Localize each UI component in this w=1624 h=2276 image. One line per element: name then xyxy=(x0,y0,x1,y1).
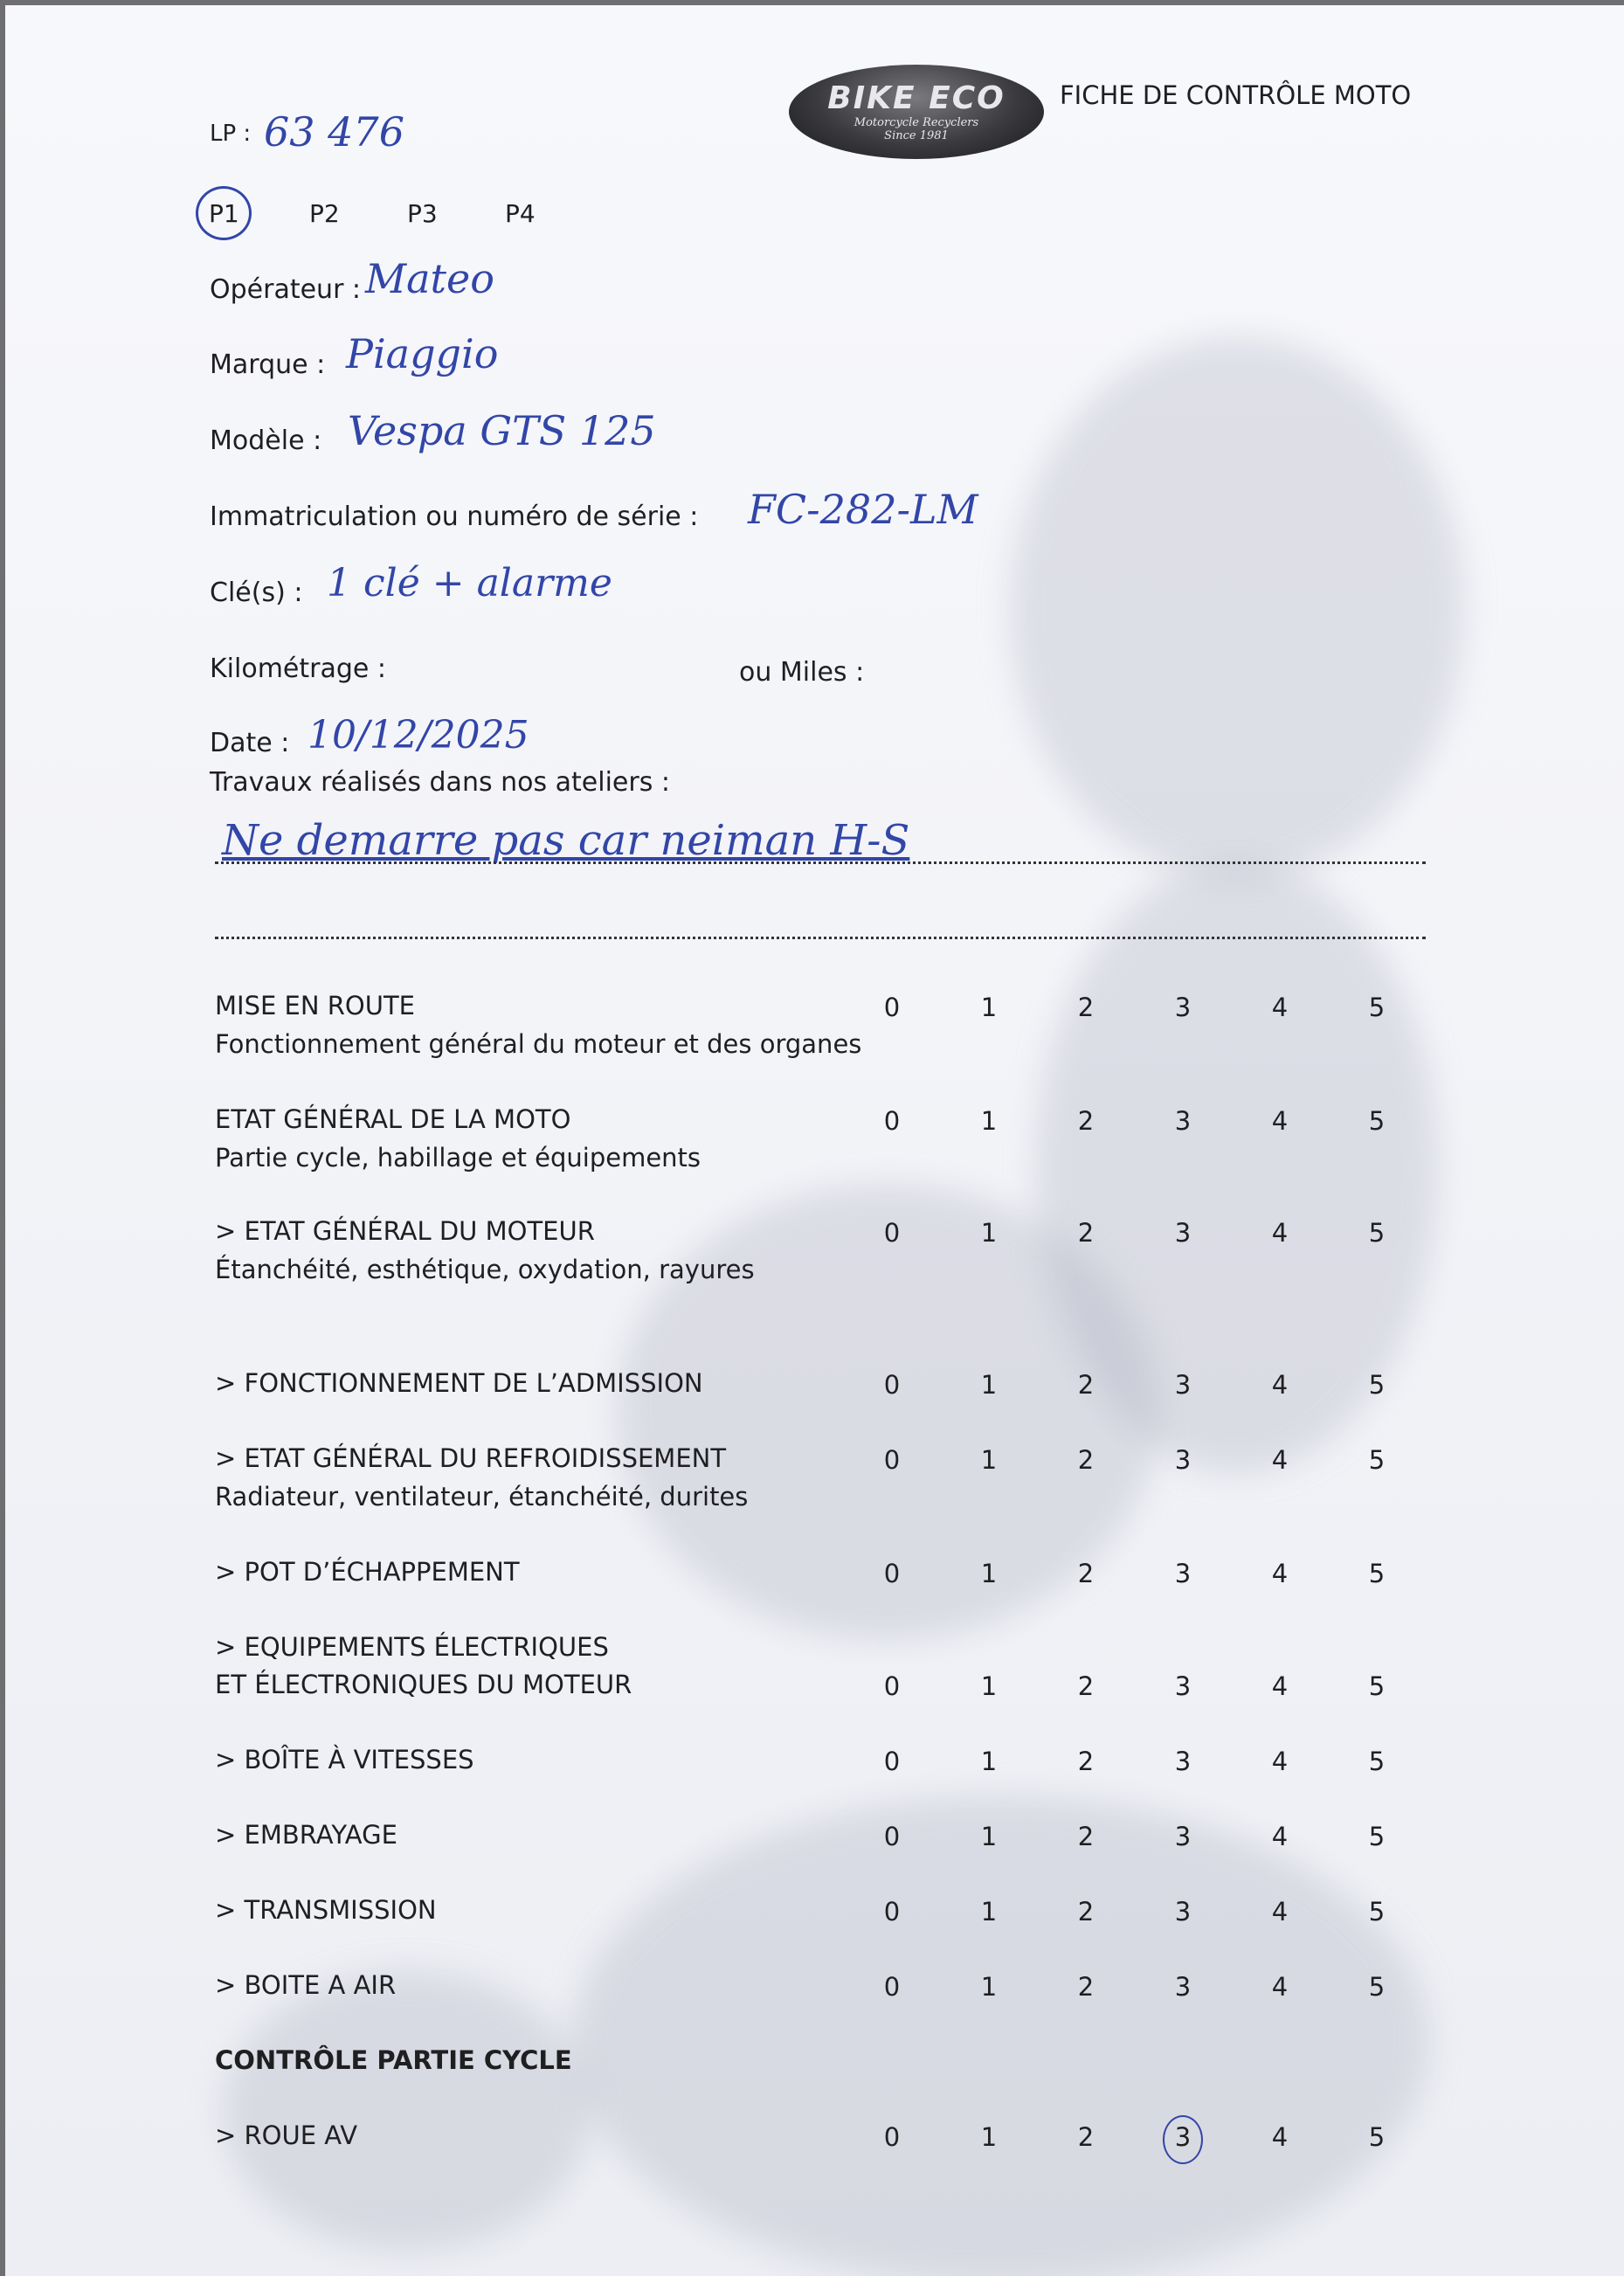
score-2[interactable]: 2 xyxy=(1077,1218,1095,1248)
item-title: > ETAT GÉNÉRAL DU REFROIDISSEMENT xyxy=(215,1443,727,1473)
score-0[interactable]: 0 xyxy=(883,1897,901,1927)
operator-label: Opérateur : xyxy=(210,274,362,305)
item-title: > BOÎTE À VITESSES xyxy=(215,1745,474,1774)
date-value[interactable]: 10/12/2025 xyxy=(308,713,529,758)
score-3[interactable]: 3 xyxy=(1174,1370,1192,1400)
keys-value[interactable]: 1 clé + alarme xyxy=(327,561,612,605)
score-5[interactable]: 5 xyxy=(1368,1747,1386,1776)
operator-value[interactable]: Mateo xyxy=(365,255,494,302)
score-3[interactable]: 3 xyxy=(1174,1747,1192,1776)
item-title: MISE EN ROUTE xyxy=(215,991,415,1020)
score-0[interactable]: 0 xyxy=(883,1559,901,1588)
keys-label: Clé(s) : xyxy=(210,578,303,608)
score-row xyxy=(870,993,1429,1027)
registration-label: Immatriculation ou numéro de série : xyxy=(210,502,699,532)
score-0[interactable]: 0 xyxy=(883,1218,901,1248)
score-0[interactable]: 0 xyxy=(883,1747,901,1776)
score-5[interactable]: 5 xyxy=(1368,1897,1386,1927)
score-row xyxy=(870,1559,1429,1594)
score-4[interactable]: 4 xyxy=(1271,1747,1289,1776)
item-title: > FONCTIONNEMENT DE L’ADMISSION xyxy=(215,1368,703,1398)
score-row xyxy=(870,1218,1429,1253)
score-1[interactable]: 1 xyxy=(980,1897,998,1927)
score-row xyxy=(870,2122,1429,2157)
section-title: CONTRÔLE PARTIE CYCLE xyxy=(215,2045,572,2075)
score-3[interactable]: 3 xyxy=(1174,1445,1192,1475)
score-5[interactable]: 5 xyxy=(1368,1671,1386,1701)
item-title: > ROUE AV xyxy=(215,2120,358,2150)
score-4[interactable]: 4 xyxy=(1271,2122,1289,2152)
score-5[interactable]: 5 xyxy=(1368,1822,1386,1851)
score-2[interactable]: 2 xyxy=(1077,1671,1095,1701)
score-4[interactable]: 4 xyxy=(1271,1972,1289,2002)
score-1[interactable]: 1 xyxy=(980,1671,998,1701)
score-4[interactable]: 4 xyxy=(1271,1559,1289,1588)
score-2[interactable]: 2 xyxy=(1077,1445,1095,1475)
miles-label: ou Miles : xyxy=(739,657,865,688)
logo-text: BIKE ECO xyxy=(827,80,1005,116)
item-subtitle: Radiateur, ventilateur, étanchéité, durites xyxy=(215,1482,749,1512)
position-p3[interactable]: P3 xyxy=(407,199,438,228)
score-3[interactable]: 3 xyxy=(1174,1218,1192,1248)
score-4[interactable]: 4 xyxy=(1271,993,1289,1022)
score-1[interactable]: 1 xyxy=(980,1559,998,1588)
date-label: Date : xyxy=(210,728,290,758)
item-title: > EMBRAYAGE xyxy=(215,1820,397,1850)
item-title: > TRANSMISSION xyxy=(215,1895,437,1925)
lp-value[interactable]: 63 476 xyxy=(264,108,404,156)
score-4[interactable]: 4 xyxy=(1271,1218,1289,1248)
score-5[interactable]: 5 xyxy=(1368,2122,1386,2152)
score-5[interactable]: 5 xyxy=(1368,1370,1386,1400)
score-2[interactable]: 2 xyxy=(1077,1559,1095,1588)
score-4[interactable]: 4 xyxy=(1271,1106,1289,1136)
item-title: > ETAT GÉNÉRAL DU MOTEUR xyxy=(215,1216,595,1246)
mileage-label: Kilométrage : xyxy=(210,654,387,684)
score-3[interactable]: 3 xyxy=(1174,1897,1192,1927)
score-4[interactable]: 4 xyxy=(1271,1445,1289,1475)
score-0[interactable]: 0 xyxy=(883,1822,901,1851)
document-title: FICHE DE CONTRÔLE MOTO xyxy=(1060,80,1412,110)
item-title: > EQUIPEMENTS ÉLECTRIQUES xyxy=(215,1632,609,1662)
score-row xyxy=(870,1822,1429,1857)
score-row xyxy=(870,1445,1429,1480)
score-2[interactable]: 2 xyxy=(1077,993,1095,1022)
score-5[interactable]: 5 xyxy=(1368,1218,1386,1248)
score-2[interactable]: 2 xyxy=(1077,1747,1095,1776)
works-label: Travaux réalisés dans nos ateliers : xyxy=(210,767,670,798)
registration-value[interactable]: FC-282-LM xyxy=(748,486,978,533)
score-0[interactable]: 0 xyxy=(883,2122,901,2152)
score-2[interactable]: 2 xyxy=(1077,1370,1095,1400)
position-p1[interactable]: P1 xyxy=(209,199,239,228)
item-subtitle: Étanchéité, esthétique, oxydation, rayures xyxy=(215,1255,755,1284)
position-p4[interactable]: P4 xyxy=(505,199,536,228)
works-dotted-line-2 xyxy=(215,937,1426,939)
score-1[interactable]: 1 xyxy=(980,1822,998,1851)
score-row xyxy=(870,1671,1429,1706)
score-row xyxy=(870,1972,1429,2007)
score-3[interactable]: 3 xyxy=(1174,1822,1192,1851)
score-1[interactable]: 1 xyxy=(980,1106,998,1136)
score-3[interactable]: 3 xyxy=(1174,993,1192,1022)
model-value[interactable]: Vespa GTS 125 xyxy=(348,407,656,454)
score-5[interactable]: 5 xyxy=(1368,1972,1386,2002)
score-3[interactable]: 3 xyxy=(1174,1671,1192,1701)
item-subtitle: Partie cycle, habillage et équipements xyxy=(215,1143,701,1173)
brand-label: Marque : xyxy=(210,349,326,380)
score-1[interactable]: 1 xyxy=(980,1972,998,2002)
score-0[interactable]: 0 xyxy=(883,1671,901,1701)
logo-since: Since 1981 xyxy=(884,129,949,142)
score-5[interactable]: 5 xyxy=(1368,1559,1386,1588)
score-5[interactable]: 5 xyxy=(1368,1106,1386,1136)
score-3[interactable]: 3 xyxy=(1174,1106,1192,1136)
model-label: Modèle : xyxy=(210,425,322,456)
score-row xyxy=(870,1747,1429,1781)
score-row xyxy=(870,1897,1429,1932)
score-row xyxy=(870,1106,1429,1141)
control-sheet xyxy=(5,5,1624,2276)
lp-label: LP : xyxy=(210,121,252,147)
brand-value[interactable]: Piaggio xyxy=(346,330,499,377)
bike-eco-logo xyxy=(789,65,1044,159)
score-0[interactable]: 0 xyxy=(883,993,901,1022)
score-5[interactable]: 5 xyxy=(1368,993,1386,1022)
score-0[interactable]: 0 xyxy=(883,1445,901,1475)
works-dotted-line-1 xyxy=(215,861,1426,864)
score-3-selected[interactable]: 3 xyxy=(1161,2122,1205,2152)
score-0[interactable]: 0 xyxy=(883,1106,901,1136)
score-0[interactable]: 0 xyxy=(883,1370,901,1400)
item-title: > POT D’ÉCHAPPEMENT xyxy=(215,1557,520,1587)
score-1[interactable]: 1 xyxy=(980,1370,998,1400)
score-5[interactable]: 5 xyxy=(1368,1445,1386,1475)
position-p2[interactable]: P2 xyxy=(309,199,340,228)
score-1[interactable]: 1 xyxy=(980,1747,998,1776)
score-4[interactable]: 4 xyxy=(1271,1370,1289,1400)
score-1[interactable]: 1 xyxy=(980,1445,998,1475)
item-title: > BOITE A AIR xyxy=(215,1970,397,2000)
score-2[interactable]: 2 xyxy=(1077,1897,1095,1927)
logo-subtitle: Motorcycle Recyclers xyxy=(853,116,979,129)
score-2[interactable]: 2 xyxy=(1077,1106,1095,1136)
item-subtitle: Fonctionnement général du moteur et des organes xyxy=(215,1029,862,1059)
score-3[interactable]: 3 xyxy=(1174,1559,1192,1588)
item-title: ETAT GÉNÉRAL DE LA MOTO xyxy=(215,1104,571,1134)
score-2[interactable]: 2 xyxy=(1077,1822,1095,1851)
score-1[interactable]: 1 xyxy=(980,2122,998,2152)
score-4[interactable]: 4 xyxy=(1271,1671,1289,1701)
score-2[interactable]: 2 xyxy=(1077,2122,1095,2152)
item-subtitle: ET ÉLECTRONIQUES DU MOTEUR xyxy=(215,1670,632,1699)
works-line-1[interactable]: Ne demarre pas car neiman H-S xyxy=(222,816,910,865)
score-2[interactable]: 2 xyxy=(1077,1972,1095,2002)
score-3[interactable]: 3 xyxy=(1174,1972,1192,2002)
score-4[interactable]: 4 xyxy=(1271,1822,1289,1851)
score-0[interactable]: 0 xyxy=(883,1972,901,2002)
score-1[interactable]: 1 xyxy=(980,1218,998,1248)
score-4[interactable]: 4 xyxy=(1271,1897,1289,1927)
score-row xyxy=(870,1370,1429,1405)
score-1[interactable]: 1 xyxy=(980,993,998,1022)
